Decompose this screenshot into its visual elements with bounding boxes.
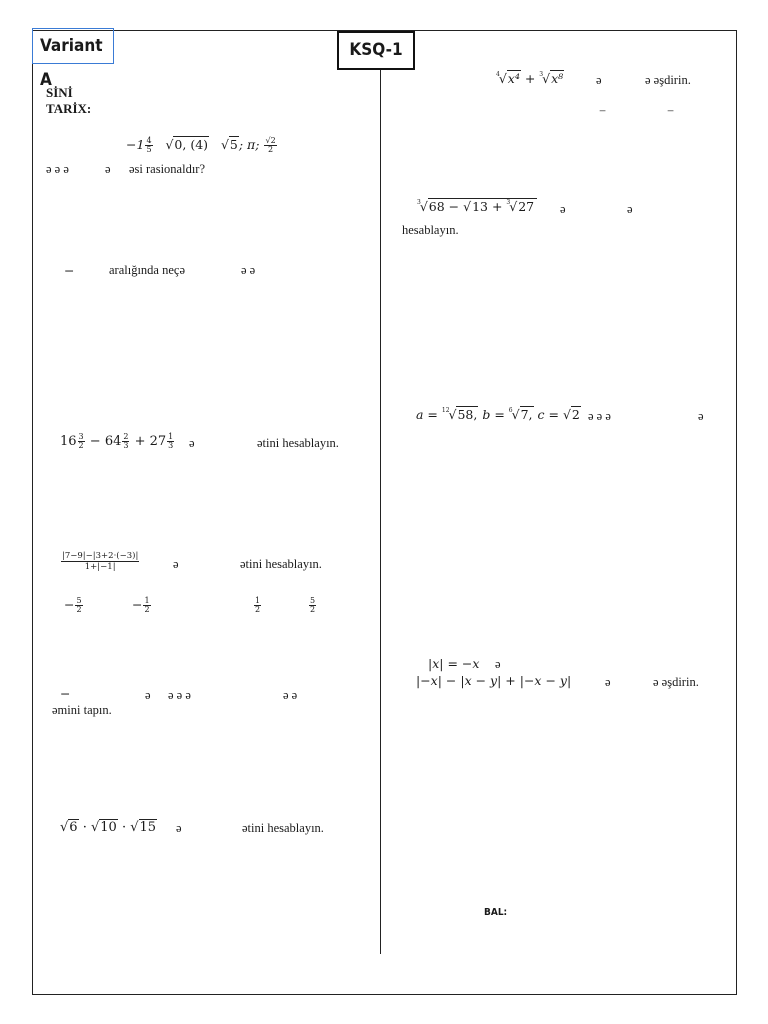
- q5-dash: −: [60, 686, 71, 701]
- q8-expression: $^3$√68 − √13 + $^3$√27: [417, 199, 537, 214]
- exam-code-box: KSQ-1: [337, 31, 415, 70]
- q3-fragment: ə: [189, 436, 195, 450]
- class-label: SİNİ: [46, 85, 73, 100]
- column-divider: [380, 68, 381, 954]
- q2-text: aralığında neçə: [109, 263, 185, 277]
- q1-fragment-2: ə: [105, 162, 111, 176]
- q2-dash: −: [64, 263, 75, 278]
- q10-fragment: ə: [605, 675, 611, 689]
- q7-dash-2: −: [667, 104, 675, 118]
- q4-fragment: ə: [173, 557, 179, 571]
- q9-fragment-2: ə: [698, 409, 704, 423]
- q9-expression: a = $^{12}$√58, b = $^6$√7, c = √2: [416, 407, 580, 422]
- q3-expression: 16 $\frac{3}{2}$ − 64 $\frac{2}{3}$ + 27 $\frac{1}{3}$: [60, 432, 174, 450]
- variant-label: Variant A: [32, 28, 114, 64]
- q4-option-a: − $\frac{5}{2}$: [64, 596, 82, 614]
- date-label: TARİX:: [46, 101, 92, 116]
- q8-text: hesablayın.: [402, 223, 459, 237]
- q9-fragment-1: ə ə ə: [588, 409, 611, 423]
- q3-text: ətini hesablayın.: [257, 436, 339, 450]
- q7-fragment: ə: [596, 73, 602, 87]
- q7-dash-1: −: [599, 104, 607, 118]
- q4-option-d: $\frac{5}{2}$: [310, 596, 316, 614]
- q7-expression: $^4$√x⁴ + $^3$√x⁸: [496, 71, 564, 86]
- q4-text: ətini hesablayın.: [240, 557, 322, 571]
- q2-tail: ə ə: [241, 263, 256, 277]
- q6-expression: √6 · √10 · √15: [60, 820, 157, 835]
- q1-text: əsi rasionaldır?: [129, 162, 206, 176]
- q4-option-c: $\frac{1}{2}$: [255, 596, 261, 614]
- q1-fragment: ə ə ə: [46, 162, 69, 176]
- q10-condition-fragment: ə: [495, 657, 501, 671]
- q5-fragment-2: ə ə ə: [168, 688, 191, 702]
- q7-text: ə əşdirin.: [645, 73, 691, 87]
- q6-text: ətini hesablayın.: [242, 821, 324, 835]
- q10-text: ə əşdirin.: [653, 675, 699, 689]
- q5-text: əmini tapın.: [52, 703, 112, 717]
- q6-fragment: ə: [176, 821, 182, 835]
- q1-expression: −1 $\frac{4}{5}$ √0, (4) √5; π; $\frac{√2}{2}$: [126, 136, 276, 154]
- q4-fraction: $\frac{|7-9|-|3+2\cdot(-3)|}{1+|-1|}$: [62, 551, 139, 572]
- q8-fragment-1: ə: [560, 202, 566, 216]
- q8-fragment-2: ə: [627, 202, 633, 216]
- q10-expression: |−x| − |x − y| + |−x − y|: [416, 673, 572, 688]
- score-label: BAL:: [484, 907, 508, 918]
- q4-option-b: − $\frac{1}{2}$: [132, 596, 150, 614]
- q5-fragment-3: ə ə: [283, 688, 298, 702]
- q5-fragment-1: ə: [145, 688, 151, 702]
- q10-condition: |x| = −x: [428, 656, 480, 671]
